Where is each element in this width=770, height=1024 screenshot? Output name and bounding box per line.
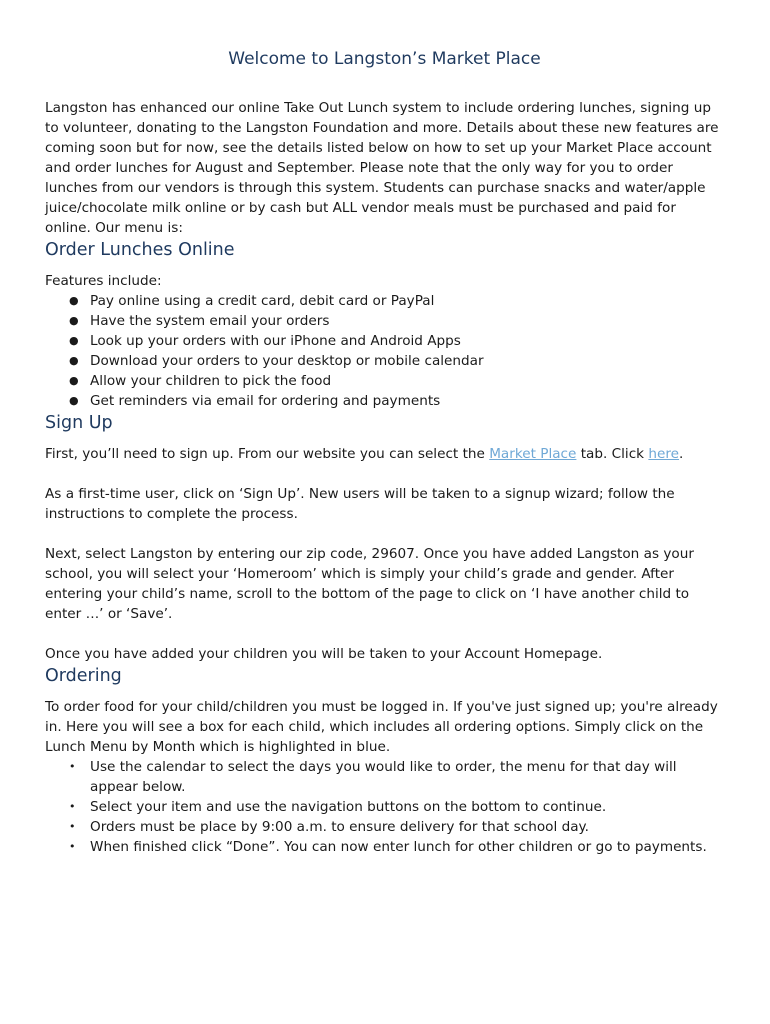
market-place-link[interactable]: Market Place: [489, 446, 577, 462]
bullet-icon: •: [69, 800, 76, 813]
sign-up-paragraph-4: Once you have added your children you will be taken to your Account Homepage.: [45, 646, 603, 662]
step-text: Use the calendar to select the days you would like to order, the menu for that day will appear below.: [90, 759, 677, 795]
sign-up-paragraph-2: As a first-time user, click on ‘Sign Up’. New users will be taken to a signup wizard; follow the instructions to complete the process.: [45, 486, 675, 522]
sign-up-text-start: First, you’ll need to sign up. From our website you can select the: [45, 446, 490, 462]
list-item: [69, 837, 724, 857]
feature-text: Download your orders to your desktop or mobile calendar: [90, 353, 484, 369]
ordering-steps-list: [45, 757, 724, 857]
step-text: When finished click “Done”. You can now enter lunch for other children or go to payments.: [90, 839, 707, 855]
list-item: [69, 291, 724, 311]
bullet-icon: •: [69, 840, 76, 853]
sign-up-text-middle: tab. Click: [576, 446, 649, 462]
bullet-icon: ●: [69, 394, 79, 407]
step-text: Orders must be place by 9:00 a.m. to ensure delivery for that school day.: [90, 819, 589, 835]
bullet-icon: ●: [69, 314, 79, 327]
feature-text: Get reminders via email for ordering and payments: [90, 393, 441, 409]
list-item: [69, 311, 724, 331]
list-item: [69, 351, 724, 371]
intro-paragraph: Langston has enhanced our online Take Out Lunch system to include ordering lunches, signing up to volunteer, donating to the Langston Foundation and more. Details about these new features are coming soon but for now, see the details listed below on how to set up your Market Place account and order lunches for August and September. Please note that the only way for you to order lunches from our vendors is through this system. Students can purchase snacks and water/apple juice/chocolate milk online or by cash but ALL vendor meals must be purchased and paid for online. Our menu is:: [45, 100, 719, 236]
list-item: [69, 391, 724, 411]
bullet-icon: ●: [69, 354, 79, 367]
bullet-icon: ●: [69, 294, 79, 307]
sign-up-text-end: .: [679, 446, 684, 462]
list-item: [69, 371, 724, 391]
features-list: [45, 291, 724, 411]
feature-text: Pay online using a credit card, debit card or PayPal: [90, 293, 435, 309]
sign-up-paragraph-1: [45, 444, 724, 464]
bullet-icon: ●: [69, 334, 79, 347]
list-item: [69, 331, 724, 351]
here-link[interactable]: here: [648, 446, 680, 462]
order-lunches-heading: Order Lunches Online: [45, 240, 235, 260]
features-label: Features include:: [45, 273, 162, 289]
bullet-icon: •: [69, 760, 76, 773]
page-title: Welcome to Langston’s Market Place: [228, 49, 541, 69]
feature-text: Have the system email your orders: [90, 313, 330, 329]
step-text: Select your item and use the navigation buttons on the bottom to continue.: [90, 799, 607, 815]
list-item: [69, 797, 724, 817]
list-item: [69, 757, 724, 797]
sign-up-paragraph-3: Next, select Langston by entering our zip code, 29607. Once you have added Langston as your school, you will select your ‘Homeroom’ which is simply your child’s grade and gender. After entering your child’s name, scroll to the bottom of the page to click on ‘I have another child to enter …’ or ‘Save’.: [45, 546, 694, 622]
ordering-heading: Ordering: [45, 666, 122, 686]
sign-up-heading: Sign Up: [45, 413, 113, 433]
ordering-paragraph: To order food for your child/children you must be logged in. If you've just signed up; you're already in. Here you will see a box for each child, which includes all ordering options. Simply click on the Lunch Menu by Month which is highlighted in blue.: [45, 699, 718, 755]
list-item: [69, 817, 724, 837]
feature-text: Look up your orders with our iPhone and Android Apps: [90, 333, 461, 349]
bullet-icon: ●: [69, 374, 79, 387]
bullet-icon: •: [69, 820, 76, 833]
feature-text: Allow your children to pick the food: [90, 373, 332, 389]
